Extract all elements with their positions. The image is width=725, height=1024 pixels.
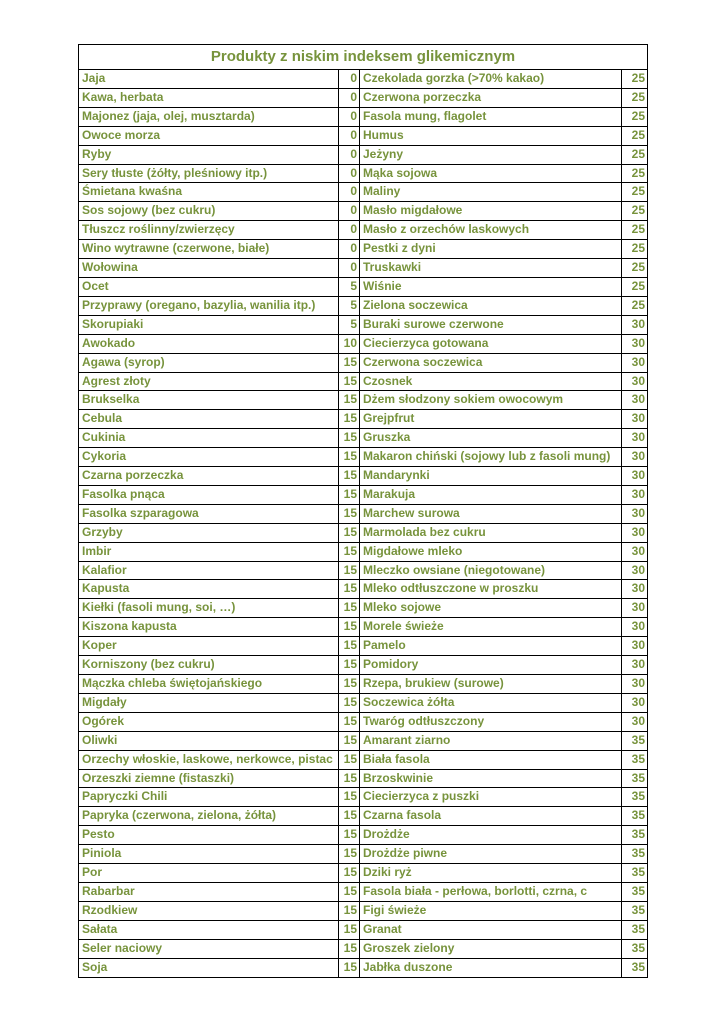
gi-left-cell: 15 [339,637,360,656]
gi-left-cell: 15 [339,353,360,372]
table-row [79,788,648,807]
table-title: Produkty z niskim indeksem glikemicznym [79,45,648,70]
gi-right-cell: 30 [622,712,648,731]
gi-left-cell: 15 [339,826,360,845]
gi-left-cell: 15 [339,712,360,731]
product-right-cell: Grejpfrut [360,410,622,429]
gi-right-cell: 25 [622,240,648,259]
table-row [79,807,648,826]
gi-left-cell: 15 [339,769,360,788]
product-right-cell: Jabłka duszone [360,958,622,977]
table-row [79,656,648,675]
product-left-cell: Awokado [79,334,339,353]
gi-left-cell: 5 [339,296,360,315]
product-right-cell: Zielona soczewica [360,296,622,315]
gi-right-cell: 25 [622,277,648,296]
table-row [79,882,648,901]
product-right-cell: Czekolada gorzka (>70% kakao) [360,70,622,89]
gi-right-cell: 35 [622,826,648,845]
table-row [79,391,648,410]
table-row [79,296,648,315]
product-right-cell: Drożdże piwne [360,845,622,864]
gi-right-cell: 35 [622,882,648,901]
gi-right-cell: 30 [622,448,648,467]
gi-right-cell: 35 [622,769,648,788]
gi-right-cell: 30 [622,637,648,656]
product-right-cell: Migdałowe mleko [360,542,622,561]
gi-left-cell: 0 [339,88,360,107]
product-left-cell: Grzyby [79,523,339,542]
table-row [79,126,648,145]
product-right-cell: Mleko sojowe [360,599,622,618]
title-row [79,45,648,70]
product-right-cell: Mandarynki [360,467,622,486]
product-right-cell: Drożdże [360,826,622,845]
product-right-cell: Buraki surowe czerwone [360,315,622,334]
gi-right-cell: 35 [622,788,648,807]
product-left-cell: Cykoria [79,448,339,467]
product-left-cell: Papryka (czerwona, zielona, żółta) [79,807,339,826]
table-row [79,221,648,240]
product-right-cell: Masło migdałowe [360,202,622,221]
table-row [79,580,648,599]
product-right-cell: Biała fasola [360,750,622,769]
gi-right-cell: 25 [622,145,648,164]
gi-right-cell: 35 [622,807,648,826]
table-row [79,901,648,920]
table-row [79,504,648,523]
product-right-cell: Jeżyny [360,145,622,164]
gi-left-cell: 0 [339,107,360,126]
table-row [79,334,648,353]
table-row [79,542,648,561]
gi-left-cell: 0 [339,183,360,202]
gi-left-cell: 15 [339,882,360,901]
product-right-cell: Maliny [360,183,622,202]
table-row [79,448,648,467]
gi-left-cell: 15 [339,656,360,675]
gi-left-cell: 5 [339,315,360,334]
table-row [79,750,648,769]
product-right-cell: Fasola mung, flagolet [360,107,622,126]
gi-left-cell: 15 [339,920,360,939]
gi-right-cell: 30 [622,675,648,694]
product-left-cell: Orzeszki ziemne (fistaszki) [79,769,339,788]
table-row [79,618,648,637]
product-left-cell: Oliwki [79,731,339,750]
table-row [79,485,648,504]
product-right-cell: Brzoskwinie [360,769,622,788]
product-right-cell: Ciecierzyca z puszki [360,788,622,807]
table-row [79,372,648,391]
gi-left-cell: 15 [339,372,360,391]
product-right-cell: Wiśnie [360,277,622,296]
product-left-cell: Piniola [79,845,339,864]
table-body [79,70,648,978]
product-left-cell: Ocet [79,277,339,296]
product-left-cell: Rabarbar [79,882,339,901]
product-left-cell: Imbir [79,542,339,561]
product-right-cell: Fasola biała - perłowa, borlotti, czrna, c [360,882,622,901]
product-right-cell: Czerwona porzeczka [360,88,622,107]
table-row [79,70,648,89]
product-left-cell: Seler naciowy [79,939,339,958]
glycemic-index-sheet [78,44,647,978]
table-row [79,164,648,183]
product-right-cell: Czosnek [360,372,622,391]
gi-left-cell: 15 [339,504,360,523]
product-left-cell: Migdały [79,693,339,712]
product-left-cell: Cukinia [79,429,339,448]
table-row [79,864,648,883]
product-left-cell: Sos sojowy (bez cukru) [79,202,339,221]
gi-left-cell: 15 [339,807,360,826]
gi-left-cell: 15 [339,485,360,504]
gi-right-cell: 30 [622,580,648,599]
glycemic-index-table [78,44,648,978]
product-right-cell: Morele świeże [360,618,622,637]
gi-left-cell: 15 [339,845,360,864]
table-row [79,712,648,731]
gi-right-cell: 30 [622,372,648,391]
table-row [79,845,648,864]
product-left-cell: Ogórek [79,712,339,731]
gi-left-cell: 15 [339,939,360,958]
gi-left-cell: 15 [339,580,360,599]
gi-left-cell: 15 [339,693,360,712]
product-left-cell: Sery tłuste (żółty, pleśniowy itp.) [79,164,339,183]
product-left-cell: Fasolka szparagowa [79,504,339,523]
product-left-cell: Wino wytrawne (czerwone, białe) [79,240,339,259]
table-row [79,561,648,580]
product-left-cell: Por [79,864,339,883]
gi-left-cell: 15 [339,429,360,448]
table-row [79,202,648,221]
gi-left-cell: 15 [339,618,360,637]
gi-right-cell: 30 [622,485,648,504]
gi-right-cell: 30 [622,467,648,486]
gi-left-cell: 0 [339,240,360,259]
gi-right-cell: 30 [622,542,648,561]
product-left-cell: Przyprawy (oregano, bazylia, wanilia itp.) [79,296,339,315]
gi-left-cell: 15 [339,788,360,807]
table-row [79,826,648,845]
product-left-cell: Kalafior [79,561,339,580]
gi-right-cell: 25 [622,126,648,145]
gi-left-cell: 0 [339,70,360,89]
gi-left-cell: 15 [339,958,360,977]
product-right-cell: Truskawki [360,259,622,278]
gi-left-cell: 15 [339,467,360,486]
gi-right-cell: 30 [622,334,648,353]
table-row [79,958,648,977]
table-row [79,183,648,202]
gi-right-cell: 25 [622,259,648,278]
product-right-cell: Marmolada bez cukru [360,523,622,542]
product-left-cell: Czarna porzeczka [79,467,339,486]
product-left-cell: Śmietana kwaśna [79,183,339,202]
gi-left-cell: 15 [339,599,360,618]
table-row [79,88,648,107]
gi-right-cell: 35 [622,845,648,864]
product-right-cell: Soczewica żółta [360,693,622,712]
gi-left-cell: 0 [339,259,360,278]
table-row [79,107,648,126]
table-row [79,637,648,656]
product-left-cell: Kiełki (fasoli mung, soi, …) [79,599,339,618]
product-left-cell: Koper [79,637,339,656]
gi-left-cell: 10 [339,334,360,353]
product-left-cell: Ryby [79,145,339,164]
table-row [79,731,648,750]
gi-left-cell: 5 [339,277,360,296]
product-left-cell: Kiszona kapusta [79,618,339,637]
product-left-cell: Korniszony (bez cukru) [79,656,339,675]
product-left-cell: Wołowina [79,259,339,278]
product-right-cell: Mleczko owsiane (niegotowane) [360,561,622,580]
gi-right-cell: 35 [622,731,648,750]
gi-right-cell: 25 [622,70,648,89]
gi-left-cell: 15 [339,523,360,542]
table-row [79,353,648,372]
gi-right-cell: 35 [622,750,648,769]
product-left-cell: Rzodkiew [79,901,339,920]
table-row [79,315,648,334]
product-right-cell: Humus [360,126,622,145]
product-right-cell: Gruszka [360,429,622,448]
product-left-cell: Agawa (syrop) [79,353,339,372]
product-right-cell: Amarant ziarno [360,731,622,750]
gi-right-cell: 30 [622,504,648,523]
table-row [79,920,648,939]
product-right-cell: Rzepa, brukiew (surowe) [360,675,622,694]
gi-right-cell: 30 [622,693,648,712]
product-left-cell: Brukselka [79,391,339,410]
product-right-cell: Mąka sojowa [360,164,622,183]
gi-left-cell: 15 [339,750,360,769]
gi-right-cell: 30 [622,523,648,542]
gi-right-cell: 30 [622,353,648,372]
gi-right-cell: 35 [622,864,648,883]
product-right-cell: Dziki ryż [360,864,622,883]
product-left-cell: Fasolka pnąca [79,485,339,504]
product-left-cell: Mączka chleba świętojańskiego [79,675,339,694]
gi-left-cell: 15 [339,391,360,410]
product-right-cell: Masło z orzechów laskowych [360,221,622,240]
product-right-cell: Marakuja [360,485,622,504]
gi-left-cell: 0 [339,145,360,164]
product-left-cell: Kawa, herbata [79,88,339,107]
product-right-cell: Ciecierzyca gotowana [360,334,622,353]
gi-right-cell: 30 [622,618,648,637]
gi-right-cell: 30 [622,599,648,618]
gi-left-cell: 15 [339,864,360,883]
table-row [79,939,648,958]
table-row [79,675,648,694]
gi-right-cell: 35 [622,939,648,958]
gi-left-cell: 15 [339,675,360,694]
table-row [79,523,648,542]
product-left-cell: Jaja [79,70,339,89]
product-left-cell: Pesto [79,826,339,845]
product-right-cell: Pamelo [360,637,622,656]
table-row [79,410,648,429]
gi-right-cell: 25 [622,221,648,240]
product-left-cell: Papryczki Chili [79,788,339,807]
product-right-cell: Dżem słodzony sokiem owocowym [360,391,622,410]
gi-right-cell: 35 [622,920,648,939]
product-right-cell: Twaróg odtłuszczony [360,712,622,731]
product-left-cell: Cebula [79,410,339,429]
gi-left-cell: 15 [339,901,360,920]
gi-left-cell: 0 [339,202,360,221]
gi-right-cell: 25 [622,296,648,315]
product-left-cell: Tłuszcz roślinny/zwierzęcy [79,221,339,240]
table-row [79,259,648,278]
product-left-cell: Skorupiaki [79,315,339,334]
gi-right-cell: 30 [622,315,648,334]
product-right-cell: Mleko odtłuszczone w proszku [360,580,622,599]
table-row [79,769,648,788]
gi-left-cell: 15 [339,561,360,580]
table-row [79,145,648,164]
product-right-cell: Pomidory [360,656,622,675]
gi-left-cell: 0 [339,164,360,183]
gi-left-cell: 15 [339,448,360,467]
table-row [79,277,648,296]
table-row [79,599,648,618]
product-right-cell: Pestki z dyni [360,240,622,259]
gi-left-cell: 15 [339,410,360,429]
product-left-cell: Orzechy włoskie, laskowe, nerkowce, pistac [79,750,339,769]
gi-right-cell: 30 [622,410,648,429]
gi-right-cell: 35 [622,958,648,977]
gi-right-cell: 25 [622,107,648,126]
gi-right-cell: 30 [622,656,648,675]
product-left-cell: Majonez (jaja, olej, musztarda) [79,107,339,126]
gi-right-cell: 35 [622,901,648,920]
product-left-cell: Agrest złoty [79,372,339,391]
gi-right-cell: 25 [622,183,648,202]
product-right-cell: Makaron chiński (sojowy lub z fasoli mung) [360,448,622,467]
gi-right-cell: 30 [622,391,648,410]
product-left-cell: Soja [79,958,339,977]
product-left-cell: Owoce morza [79,126,339,145]
gi-right-cell: 25 [622,164,648,183]
table-row [79,467,648,486]
product-right-cell: Marchew surowa [360,504,622,523]
product-right-cell: Groszek zielony [360,939,622,958]
product-right-cell: Figi świeże [360,901,622,920]
product-right-cell: Czarna fasola [360,807,622,826]
gi-right-cell: 25 [622,88,648,107]
gi-right-cell: 30 [622,429,648,448]
product-right-cell: Czerwona soczewica [360,353,622,372]
gi-right-cell: 25 [622,202,648,221]
table-row [79,429,648,448]
product-right-cell: Granat [360,920,622,939]
product-left-cell: Sałata [79,920,339,939]
gi-left-cell: 15 [339,731,360,750]
table-row [79,693,648,712]
table-row [79,240,648,259]
gi-left-cell: 15 [339,542,360,561]
gi-right-cell: 30 [622,561,648,580]
gi-left-cell: 0 [339,221,360,240]
gi-left-cell: 0 [339,126,360,145]
product-left-cell: Kapusta [79,580,339,599]
